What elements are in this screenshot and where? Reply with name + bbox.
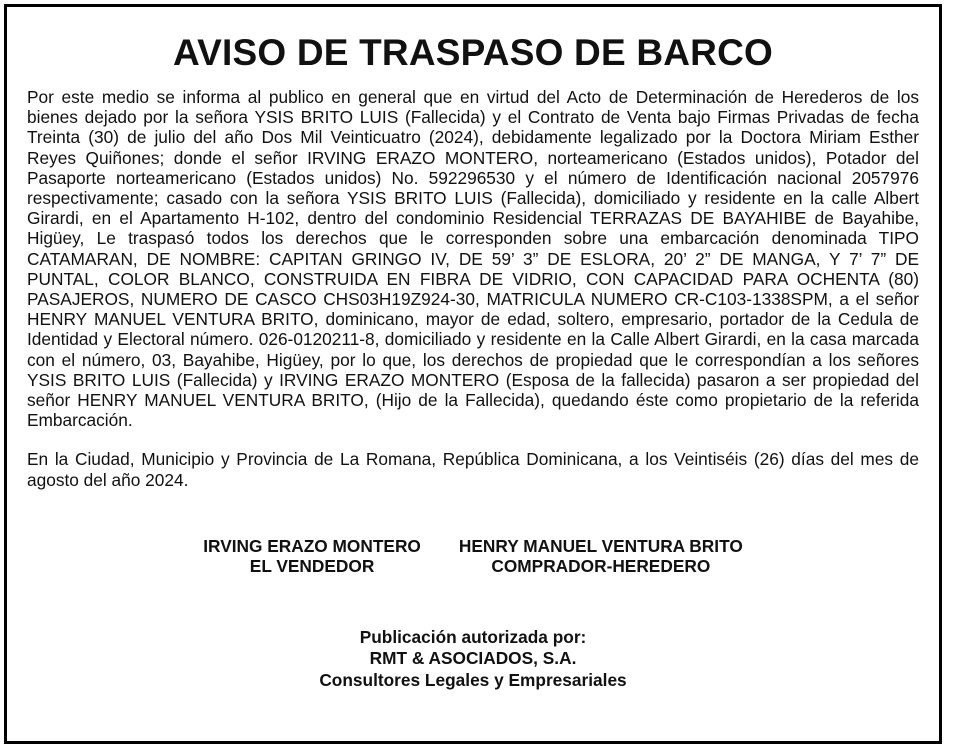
notice-content bbox=[27, 7, 919, 741]
place-and-date-paragraph: En la Ciudad, Municipio y Provincia de La Romana, República Dominicana, a los Veintiséis (26) días del mes de agosto del año 2024. bbox=[27, 449, 919, 490]
notice-title: AVISO DE TRASPASO DE BARCO bbox=[172, 32, 773, 73]
publisher-credit bbox=[27, 627, 919, 692]
publisher-line-authorized: Publicación autorizada por: bbox=[359, 626, 587, 647]
notice-border bbox=[4, 4, 942, 744]
buyer-name: HENRY MANUEL VENTURA BRITO bbox=[458, 535, 743, 556]
signature-section bbox=[27, 536, 919, 577]
buyer-role: COMPRADOR-HEREDERO bbox=[491, 556, 711, 577]
buyer-signature-block bbox=[459, 536, 743, 577]
notice-body-paragraph: Por este medio se informa al publico en general que en virtud del Acto de Determinación de Herederos de los bienes dejado por la señora YSIS BRITO LUIS (Fallecida) y el Contrato de Venta bajo Firmas Privadas de fecha Treinta (30) de julio del año Dos Mil Veinticuatro (2024), debidamente legalizado por la Doctora Miriam Esther Reyes Quiñones; donde el señor IRVING ERAZO MONTERO, norteamericano (Estados unidos), Potador del Pasaporte norteamericano (Estados unidos) No. 592296530 y el número de Identificación nacional 2057976 respectivamente; casado con la señora YSIS BRITO LUIS (Fallecida), domiciliado y residente en la calle Albert Girardi, en el Apartamento H-102, dentro del condominio Residencial TERRAZAS DE BAYAHIBE de Bayahibe, Higüey, Le traspasó todos los derechos que le corresponden sobre una embarcación denominada TIPO CATAMARAN, DE NOMBRE: CAPITAN GRINGO IV, DE 59’ 3” DE ESLORA, 20’ 2” DE MANGA, Y 7’ 7” DE PUNTAL, COLOR BLANCO, CONSTRUIDA EN FIBRA DE VIDRIO, CON CAPACIDAD PARA OCHENTA (80) PASAJEROS, NUMERO DE CASCO CHS03H19Z924-30, MATRICULA NUMERO CR-C103-1338SPM, a el señor HENRY MANUEL VENTURA BRITO, dominicano, mayor de edad, soltero, empresario, portador de la Cedula de Identidad y Electoral número. 026-0120211-8, domiciliado y residente en la Calle Albert Girardi, en la casa marcada con el número, 03, Bayahibe, Higüey, por lo que, los derechos de propiedad que le correspondían a los señores YSIS BRITO LUIS (Fallecida) y IRVING ERAZO MONTERO (Esposa de la fallecida) pasaron a ser propiedad del señor HENRY MANUEL VENTURA BRITO, (Hijo de la Fallecida), quedando éste como propietario de la referida Embarcación. bbox=[27, 87, 919, 431]
seller-signature-block bbox=[203, 536, 421, 577]
publisher-company-name: RMT & ASOCIADOS, S.A. bbox=[369, 648, 577, 669]
publisher-company-tagline: Consultores Legales y Empresariales bbox=[319, 669, 627, 690]
seller-name: IRVING ERAZO MONTERO bbox=[203, 535, 421, 556]
seller-role: EL VENDEDOR bbox=[249, 556, 375, 577]
